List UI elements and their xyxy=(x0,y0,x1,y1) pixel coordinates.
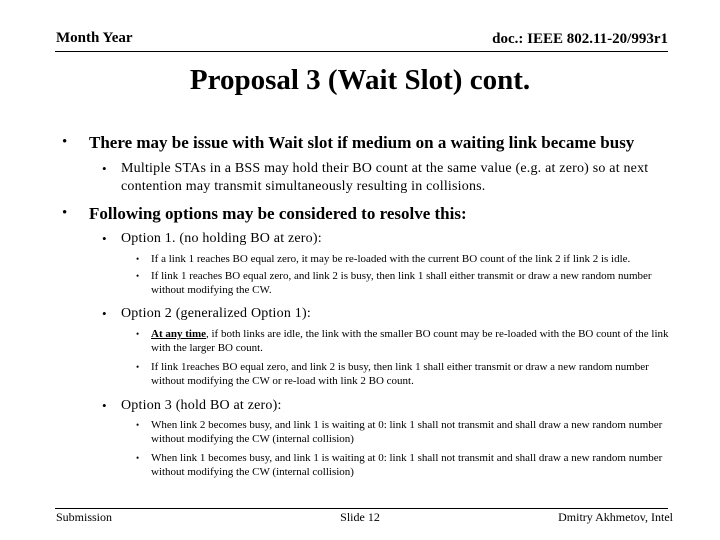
bullet-glyph: • xyxy=(102,306,107,321)
bullet-text-rest: , if both links are idle, the link with the smaller BO count may be re-loaded with the BO count of the link with the larger BO count. xyxy=(151,328,669,354)
bullet-glyph: • xyxy=(62,205,68,221)
bullet-glyph: • xyxy=(136,420,140,430)
bullet-text: Option 2 (generalized Option 1): xyxy=(121,306,311,321)
bullet-text: If link 1 reaches BO equal zero, and link 2 is busy, then link 1 shall either transmit or draw a new random number without modifying the CW. xyxy=(151,270,652,296)
footer-author: Dmitry Akhmetov, Intel xyxy=(558,510,673,524)
slide-title: Proposal 3 (Wait Slot) cont. xyxy=(189,64,531,96)
footer-submission: Submission xyxy=(56,510,113,524)
bullet-text: If a link 1 reaches BO equal zero, it may be re-loaded with the current BO count of the link 2 if link 2 is idle. xyxy=(151,253,631,265)
bullet-glyph: • xyxy=(102,231,107,246)
header-date: Month Year xyxy=(56,30,133,46)
bullet-text xyxy=(151,328,669,355)
emphasis-text: At any time xyxy=(151,328,206,340)
footer-rule xyxy=(55,508,668,509)
bullet-glyph: • xyxy=(62,134,68,150)
bullet-text: Multiple STAs in a BSS may hold their BO count at the same value (e.g. at zero) so at next contention may transmit simultaneously resulting in collisions. xyxy=(121,161,649,194)
header-doc-id: doc.: IEEE 802.11-20/993r1 xyxy=(492,31,668,47)
bullet-glyph: • xyxy=(136,453,140,463)
bullet-glyph: • xyxy=(136,254,140,264)
bullet-text: There may be issue with Wait slot if medium on a waiting link became busy xyxy=(89,133,635,152)
bullet-text: When link 2 becomes busy, and link 1 is waiting at 0: link 1 shall not transmit and shall draw a new random number without modifying the CW (internal collision) xyxy=(151,419,663,445)
bullet-glyph: • xyxy=(102,161,107,176)
bullet-text: Following options may be considered to resolve this: xyxy=(89,204,467,223)
footer-slide-number: Slide 12 xyxy=(340,510,380,524)
bullet-glyph: • xyxy=(102,398,107,413)
bullet-glyph: • xyxy=(136,329,140,339)
header-rule xyxy=(55,51,668,52)
bullet-text: Option 3 (hold BO at zero): xyxy=(121,398,282,413)
bullet-glyph: • xyxy=(136,362,140,372)
bullet-text: If link 1reaches BO equal zero, and link 2 is busy, then link 1 shall either transmit or draw a new random number without modifying the CW or re-load with link 2 BO count. xyxy=(151,361,649,387)
bullet-text: When link 1 becomes busy, and link 1 is waiting at 0: link 1 shall not transmit and shall draw a new random number without modifying the CW (internal collision) xyxy=(151,452,663,478)
bullet-text: Option 1. (no holding BO at zero): xyxy=(121,231,322,246)
bullet-glyph: • xyxy=(136,271,140,281)
